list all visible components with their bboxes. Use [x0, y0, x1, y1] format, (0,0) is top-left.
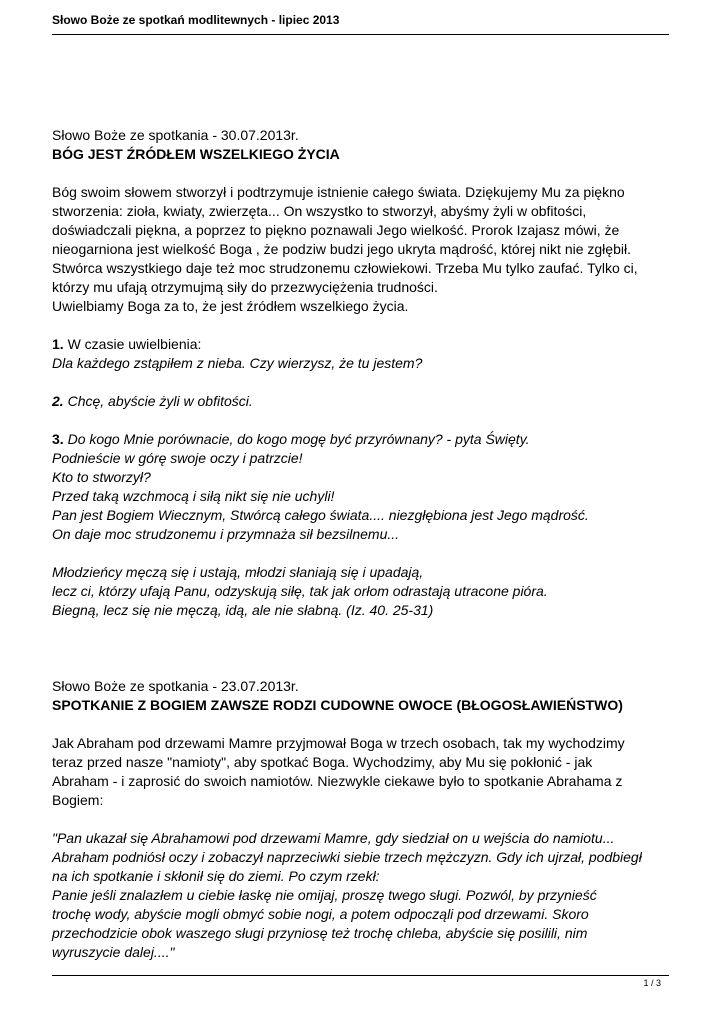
- item2-text: Chcę, abyście żyli w obfitości.: [63, 393, 253, 409]
- text-line: lecz ci, którzy ufają Panu, odzyskują siłę, tak jak orłom odrastają utracone pióra.: [52, 583, 548, 599]
- text-line: stworzenia: zioła, kwiaty, zwierzęta... On wszystko to stworzył, abyśmy żyli w obfitości,: [52, 203, 587, 219]
- section2-paragraph: [52, 734, 677, 810]
- section2-quote: [52, 829, 677, 962]
- section1-date: Słowo Boże ze spotkania - 30.07.2013r.: [52, 127, 299, 143]
- footer-divider: [52, 975, 669, 976]
- item1-number: 1.: [52, 336, 64, 352]
- text-line: Podnieście w górę swoje oczy i patrzcie!: [52, 450, 303, 466]
- item3-line: [52, 430, 677, 449]
- text-line: Pan jest Bogiem Wiecznym, Stwórcą całego świata.... niezgłębiona jest Jego mądrość.: [52, 507, 589, 523]
- section2-heading: SPOTKANIE Z BOGIEM ZAWSZE RODZI CUDOWNE OWOCE (BŁOGOSŁAWIEŃSTWO): [52, 697, 623, 713]
- text-line: On daje moc strudzonemu i przymnaża sił bezsilnemu...: [52, 526, 400, 542]
- text-line: którzy mu ufają otrzymujmą siły do przezwyciężenia trudności.: [52, 279, 438, 295]
- text-line: Stwórca wszystkiego daje też moc strudzonemu człowiekowi. Trzeba Mu tylko zaufać. Tylko ci,: [52, 260, 638, 276]
- text-line: trochę wody, abyście mogli obmyć sobie nogi, a potem odpocząli pod drzewami. Skoro: [52, 906, 589, 922]
- item1-quote: Dla każdego zstąpiłem z nieba. Czy wierzysz, że tu jestem?: [52, 355, 423, 371]
- text-line: Panie jeśli znalazłem u ciebie łaskę nie omijaj, proszę twego sługi. Pozwól, by przynieść: [52, 887, 597, 903]
- text-line: Abraham - i zaprosić do swoich namiotów. Niezwykle ciekawe było to spotkanie Abrahama z: [52, 773, 623, 789]
- section1-heading: BÓG JEST ŹRÓDŁEM WSZELKIEGO ŻYCIA: [52, 146, 340, 162]
- text-line: przechodzicie obok waszego sługi przyniosę też trochę chleba, abyście się posilili, nim: [52, 925, 588, 941]
- item3-number: 3.: [52, 431, 64, 447]
- text-line: Przed taką wzchmocą i siłą nikt się nie uchyli!: [52, 488, 335, 504]
- text-line: Biegną, lecz się nie męczą, idą, ale nie słabną. (Iz. 40. 25-31): [52, 602, 434, 618]
- text-line: "Pan ukazał się Abrahamowi pod drzewami Mamre, gdy siedział on u wejścia do namiotu...: [52, 830, 615, 846]
- page-number: 1 / 3: [643, 978, 661, 988]
- text-line: doświadczali piękna, a poprzez to piękno poznawali Jego wielkość. Prorok Izajasz mówi, że: [52, 222, 620, 238]
- text-line: na ich spotkanie i skłonił się do ziemi. Po czym rzekł:: [52, 868, 380, 884]
- header-divider: [52, 34, 669, 35]
- text-line: wyruszycie dalej....": [52, 944, 175, 960]
- item1-line: [52, 335, 677, 354]
- item3-first: Do kogo Mnie porównacie, do kogo mogę być przyrównany? - pyta Święty.: [63, 431, 530, 447]
- section1-paragraph: [52, 183, 677, 316]
- text-line: Młodzieńcy męczą się i ustają, młodzi słaniają się i upadają,: [52, 564, 424, 580]
- text-line: Bogiem:: [52, 792, 104, 808]
- document-body: [52, 126, 677, 962]
- text-line: Kto to stworzył?: [52, 469, 151, 485]
- text-line: teraz przed nasze "namioty", aby spotkać Boga. Wychodzimy, aby Mu się pokłonić - jak: [52, 754, 593, 770]
- item3-quote: [52, 449, 677, 544]
- text-line: Abraham podniósł oczy i zobaczył naprzeciwki siebie trzech mężczyzn. Gdy ich ujrzał, podbiegł: [52, 849, 642, 865]
- section2-date: Słowo Boże ze spotkania - 23.07.2013r.: [52, 678, 299, 694]
- text-line: Uwielbiamy Boga za to, że jest źródłem wszelkiego życia.: [52, 298, 409, 314]
- text-line: nieogarniona jest wielkość Boga , że podziw budzi jego ukryta mądrość, której nikt nie zgłębił.: [52, 241, 631, 257]
- item2-number: 2.: [52, 393, 64, 409]
- page-header-title: Słowo Boże ze spotkań modlitewnych - lipiec 2013: [52, 13, 340, 27]
- item1-label: W czasie uwielbienia:: [63, 336, 202, 352]
- verse-quote: [52, 563, 677, 620]
- text-line: Jak Abraham pod drzewami Mamre przyjmował Boga w trzech osobach, tak my wychodzimy: [52, 735, 625, 751]
- item2-line: [52, 392, 677, 411]
- text-line: Bóg swoim słowem stworzył i podtrzymuje istnienie całego świata. Dziękujemy Mu za piękno: [52, 184, 625, 200]
